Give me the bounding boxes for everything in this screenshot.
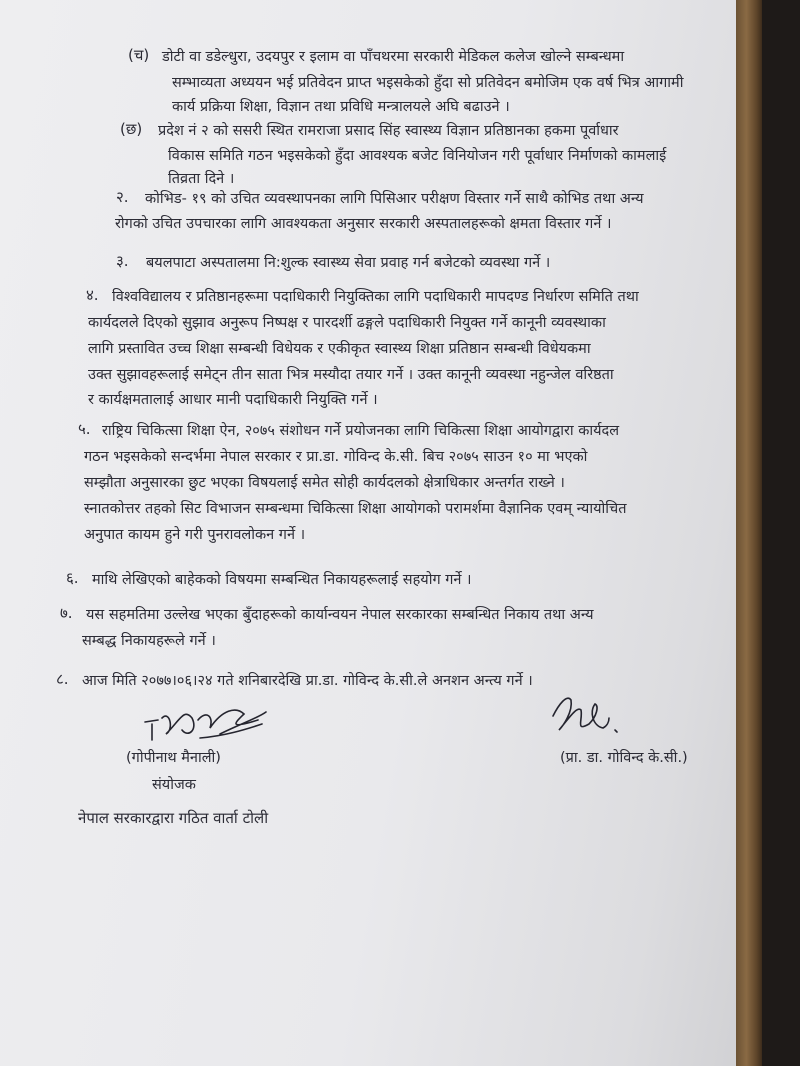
background-surface: [762, 0, 800, 1066]
point-2-line-1: कोभिड- १९ को उचित व्यवस्थापनका लागि पिसिआर परीक्षण विस्तार गर्ने साथै कोभिड तथा अन्य: [145, 191, 644, 207]
point-4-line-3: लागि प्रस्तावित उच्च शिक्षा सम्बन्धी विधेयक र एकीकृत स्वास्थ्य शिक्षा प्रतिष्ठान सम्बन्धी विधेयकमा: [88, 341, 591, 357]
item-marker-chha: (छ): [120, 120, 143, 138]
right-signature: [545, 686, 645, 746]
item-cha-line-1: डोटी वा डडेल्धुरा, उदयपुर र इलाम वा पाँचथरमा सरकारी मेडिकल कलेज खोल्ने सम्बन्धमा: [162, 49, 625, 65]
item-cha-line-3: कार्य प्रक्रिया शिक्षा, विज्ञान तथा प्रविधि मन्त्रालयले अघि बढाउने ।: [172, 99, 510, 115]
item-cha-line-2: सम्भाव्यता अध्ययन भई प्रतिवेदन प्राप्त भइसकेको हुँदा सो प्रतिवेदन बमोजिम एक वर्ष भित्र आगामी: [172, 75, 684, 91]
point-3-number: ३.: [116, 252, 129, 270]
point-3-line-1: बयलपाटा अस्पतालमा नि:शुल्क स्वास्थ्य सेवा प्रवाह गर्न बजेटको व्यवस्था गर्ने ।: [146, 255, 551, 271]
point-4-line-5: र कार्यक्षमतालाई आधार मानी पदाधिकारी नियुक्ति गर्ने ।: [88, 392, 378, 408]
left-signature: [140, 700, 280, 750]
left-signatory-name: (गोपीनाथ मैनाली): [126, 750, 221, 766]
point-5-line-5: अनुपात कायम हुने गरी पुनरावलोकन गर्ने ।: [84, 527, 306, 543]
item-chha-line-2: विकास समिति गठन भइसकेको हुँदा आवश्यक बजेट विनियोजन गरी पूर्वाधार निर्माणको कामलाई: [168, 148, 667, 164]
point-6-line-1: माथि लेखिएको बाहेकको विषयमा सम्बन्धित निकायहरूलाई सहयोग गर्ने ।: [92, 572, 472, 588]
point-5-line-3: सम्झौता अनुसारका छुट भएका विषयलाई समेत सोही कार्यदलको क्षेत्राधिकार अन्तर्गत राख्ने ।: [84, 475, 565, 491]
point-7-number: ७.: [60, 604, 73, 622]
point-5-line-2: गठन भइसकेको सन्दर्भमा नेपाल सरकार र प्रा.डा. गोविन्द के.सी. बिच २०७५ साउन १० मा भएको: [84, 449, 588, 465]
point-4-number: ४.: [86, 286, 99, 304]
left-signatory-role: संयोजक: [152, 777, 196, 793]
point-5-line-1: राष्ट्रिय चिकित्सा शिक्षा ऐन, २०७५ संशोधन गर्ने प्रयोजनका लागि चिकित्सा शिक्षा आयोगद्वारा कार्यदल: [102, 423, 620, 439]
binder-spine: [736, 0, 762, 1066]
left-signatory-organization: नेपाल सरकारद्वारा गठित वार्ता टोली: [78, 809, 269, 827]
point-8-line-1: आज मिति २०७७।०६।२४ गते शनिबारदेखि प्रा.डा. गोविन्द के.सी.ले अनशन अन्त्य गर्ने ।: [82, 673, 533, 689]
item-chha-line-3: तिव्रता दिने ।: [168, 171, 235, 187]
point-7-line-1: यस सहमतिमा उल्लेख भएका बुँदाहरूको कार्यान्वयन नेपाल सरकारका सम्बन्धित निकाय तथा अन्य: [86, 607, 594, 623]
point-2-number: २.: [116, 188, 129, 206]
point-4-line-4: उक्त सुझावहरूलाई समेट्न तीन साता भित्र मस्यौदा तयार गर्ने । उक्त कानूनी व्यवस्था नहुन्जेल वरिष्ठता: [88, 367, 614, 383]
right-signatory-name: (प्रा. डा. गोविन्द के.सी.): [560, 750, 688, 766]
point-8-number: ८.: [56, 670, 69, 688]
point-2-line-2: रोगको उचित उपचारका लागि आवश्यकता अनुसार सरकारी अस्पतालहरूको क्षमता विस्तार गर्ने ।: [115, 216, 612, 232]
item-chha-line-1: प्रदेश नं २ को ससरी स्थित रामराजा प्रसाद सिंह स्वास्थ्य विज्ञान प्रतिष्ठानका हकमा पूर्वाधार: [158, 123, 619, 139]
point-6-number: ६.: [66, 569, 79, 587]
point-5-number: ५.: [78, 420, 91, 438]
point-5-line-4: स्नातकोत्तर तहको सिट विभाजन सम्बन्धमा चिकित्सा शिक्षा आयोगको परामर्शमा वैज्ञानिक एवम् न्यायोचित: [84, 501, 627, 517]
item-marker-cha: (च): [128, 46, 150, 64]
point-4-line-1: विश्वविद्यालय र प्रतिष्ठानहरूमा पदाधिकारी नियुक्तिका लागि पदाधिकारी मापदण्ड निर्धारण समिति तथा: [112, 289, 639, 305]
point-4-line-2: कार्यदलले दिएको सुझाव अनुरूप निष्पक्ष र पारदर्शी ढङ्गले पदाधिकारी नियुक्त गर्ने कानूनी व्यवस्थाका: [88, 315, 606, 331]
point-7-line-2: सम्बद्ध निकायहरूले गर्ने ।: [82, 633, 216, 649]
